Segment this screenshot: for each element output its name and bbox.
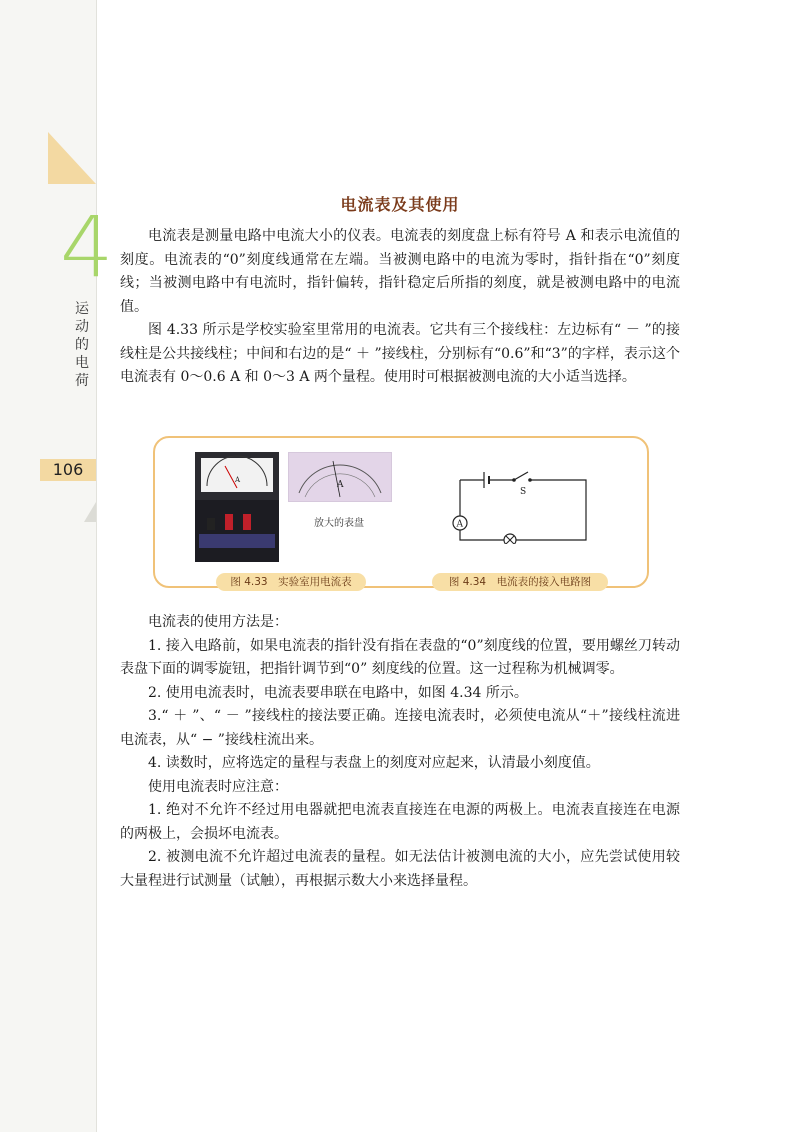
paragraph: 1. 绝对不允许不经过用电器就把电流表直接连在电源的两极上。电流表直接连在电源的两极上，会损坏电流表。 — [120, 802, 680, 842]
paragraph: 图 4.33 所示是学校实验室里常用的电流表。它共有三个接线柱：左边标有“ － ”的接线柱是公共接线柱；中间和右边的是“ ＋ ”接线柱，分别标有“0.6”和“3”的字样，表示这个电流表有 0～0.6 A 和 0～3 A 两个量程。使用时可根据被测电流的大小适当选择。 — [120, 322, 680, 385]
figure-caption-left: 图 4.33 实验室用电流表 — [216, 573, 366, 591]
page-number: 106 — [40, 459, 96, 481]
usage-text — [120, 611, 680, 893]
dial-closeup-photo — [288, 452, 392, 502]
switch-label: S — [520, 487, 527, 497]
svg-text:A: A — [235, 476, 241, 484]
circuit-diagram — [450, 462, 590, 544]
dial-caption: 放大的表盘 — [314, 518, 364, 529]
paragraph: 使用电流表时应注意： — [148, 778, 288, 795]
ammeter-photo — [195, 452, 279, 562]
paragraph: 2. 使用电流表时，电流表要串联在电路中，如图 4.34 所示。 — [148, 684, 528, 701]
paragraph: 4. 读数时，应将选定的量程与表盘上的刻度对应起来，认清最小刻度值。 — [148, 755, 600, 771]
paragraph: 3.“ ＋ ”、“ － ”接线柱的接法要正确。连接电流表时，必须使电流从“＋”接线柱流进电流表，从“ − ”接线柱流出来。 — [120, 708, 680, 748]
chapter-title: 运动的电荷 — [75, 301, 89, 389]
paragraph: 2. 被测电流不允许超过电流表的量程。如无法估计被测电流的大小，应先尝试使用较大量程进行试测量（试触），再根据示数大小来选择量程。 — [120, 849, 680, 889]
paragraph: 1. 接入电路前，如果电流表的指针没有指在表盘的“0”刻度线的位置，要用螺丝刀转动表盘下面的调零旋钮，把指针调节到“0” 刻度线的位置。这一过程称为机械调零。 — [120, 637, 680, 677]
section-title: 电流表及其使用 — [340, 195, 460, 214]
meter-label: A — [456, 519, 463, 530]
figure-caption-right: 图 4.34 电流表的接入电路图 — [432, 573, 608, 591]
chapter-number: 4 — [60, 198, 114, 296]
paragraph: 电流表的使用方法是： — [148, 614, 288, 630]
corner-decoration — [48, 132, 96, 184]
intro-text — [120, 225, 680, 390]
paragraph: 电流表是测量电路中电流大小的仪表。电流表的刻度盘上标有符号 A 和表示电流值的刻度。电流表的“0”刻度线通常在左端。当被测电路中的电流为零时，指针指在“0”刻度线；当被测电路中有电流时，指针偏转，指针稳定后所指的刻度，就是被测电路中的电流值。 — [120, 228, 680, 315]
page-edge-decoration — [84, 502, 96, 522]
dial-symbol: A — [337, 480, 344, 490]
